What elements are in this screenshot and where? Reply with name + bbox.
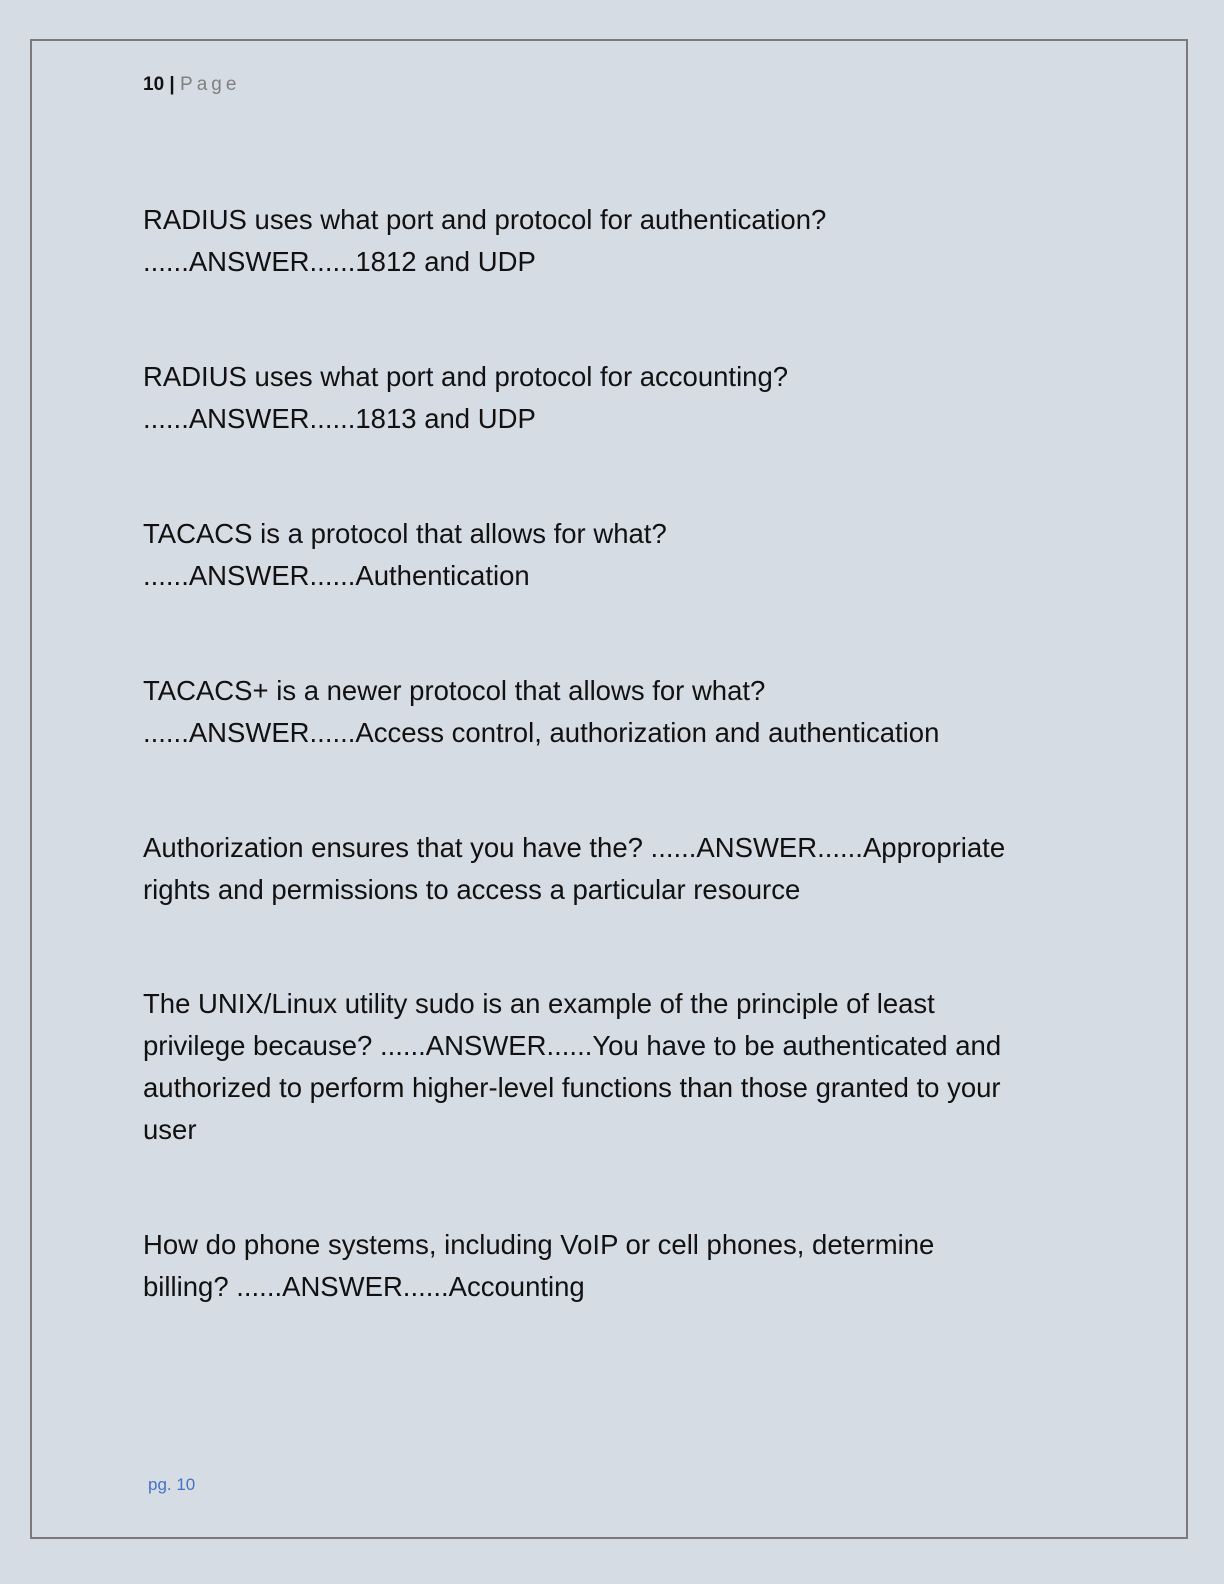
answer-line: ......ANSWER......Access control, authorization and authentication bbox=[143, 717, 940, 748]
question-line: Authorization ensures that you have the? ......ANSWER......Appropriate bbox=[143, 832, 1006, 863]
answer-line: user bbox=[143, 1114, 197, 1145]
qa-item-tacacs-plus bbox=[143, 670, 1088, 754]
answer-line: ......ANSWER......1812 and UDP bbox=[143, 246, 536, 277]
qa-item-tacacs bbox=[143, 513, 1088, 597]
answer-line: billing? ......ANSWER......Accounting bbox=[143, 1271, 585, 1302]
header-page-number: 10 bbox=[143, 74, 165, 95]
question-line: RADIUS uses what port and protocol for accounting? bbox=[143, 361, 789, 392]
qa-item-phone-billing bbox=[143, 1224, 1088, 1308]
qa-item-sudo bbox=[143, 983, 1088, 1151]
question-line: TACACS+ is a newer protocol that allows for what? bbox=[143, 675, 766, 706]
qa-item-authorization bbox=[143, 827, 1088, 911]
question-line: privilege because? ......ANSWER......You have to be authenticated and bbox=[143, 1030, 1002, 1061]
question-line: TACACS is a protocol that allows for what? bbox=[143, 518, 667, 549]
qa-item-radius-authentication bbox=[143, 199, 1088, 283]
answer-line: ......ANSWER......Authentication bbox=[143, 560, 530, 591]
qa-item-radius-accounting bbox=[143, 356, 1088, 440]
header-separator: | bbox=[169, 74, 175, 95]
question-line: RADIUS uses what port and protocol for authentication? bbox=[143, 204, 827, 235]
header-page-word: Page bbox=[180, 74, 241, 95]
answer-line: rights and permissions to access a particular resource bbox=[143, 874, 801, 905]
question-line: The UNIX/Linux utility sudo is an example of the principle of least bbox=[143, 988, 935, 1019]
page-footer: pg. 10 bbox=[148, 1475, 196, 1494]
answer-line: ......ANSWER......1813 and UDP bbox=[143, 403, 536, 434]
question-line: How do phone systems, including VoIP or cell phones, determine bbox=[143, 1229, 935, 1260]
answer-line: authorized to perform higher-level functions than those granted to your bbox=[143, 1072, 1001, 1103]
page-header bbox=[143, 73, 240, 97]
